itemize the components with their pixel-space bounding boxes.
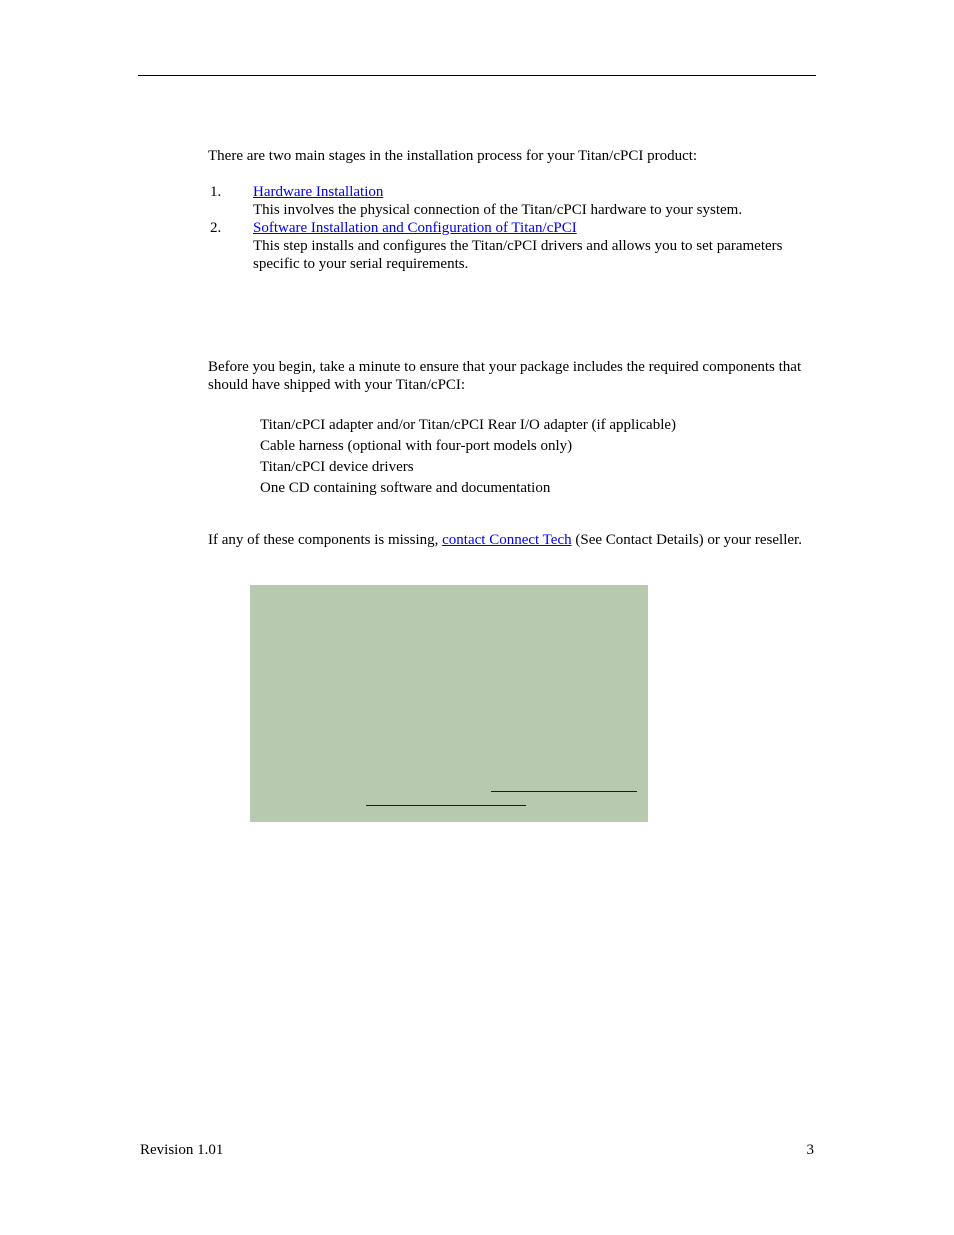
note-link-underline[interactable] [366, 805, 526, 806]
intro-paragraph: There are two main stages in the installation process for your Titan/cPCI product: [208, 148, 698, 164]
software-installation-link[interactable]: Software Installation and Configuration of Titan/cPCI [253, 220, 577, 236]
missing-text-after: (See Contact Details) or your reseller. [571, 532, 802, 548]
step-2-description: This step installs and configures the Titan/cPCI drivers and allows you to set parameters specific to your serial requirements. [253, 238, 783, 272]
footer-revision: Revision 1.01 [140, 1142, 224, 1158]
missing-components-paragraph [208, 531, 808, 549]
component-item: One CD containing software and documentation [260, 480, 551, 496]
header-rule [138, 75, 816, 76]
components-list [260, 415, 676, 499]
contact-connect-tech-link[interactable]: contact Connect Tech [442, 532, 572, 548]
step-1-number: 1. [210, 184, 222, 200]
step-1-description: This involves the physical connection of the Titan/cPCI hardware to your system. [253, 202, 743, 218]
note-link-underline[interactable] [491, 791, 637, 792]
step-2-number: 2. [210, 220, 222, 236]
step-2 [208, 219, 818, 273]
component-item: Titan/cPCI device drivers [260, 459, 414, 475]
hardware-installation-link[interactable]: Hardware Installation [253, 184, 384, 200]
component-item: Cable harness (optional with four-port models only) [260, 438, 573, 454]
step-1 [208, 183, 818, 219]
note-box [250, 585, 648, 822]
footer-page-number: 3 [806, 1142, 814, 1158]
package-contents-paragraph: Before you begin, take a minute to ensure that your package includes the required components that should have shipped with your Titan/cPCI: [208, 359, 802, 393]
installation-steps-list [208, 183, 818, 273]
missing-text-before: If any of these components is missing, [208, 532, 443, 548]
component-item: Titan/cPCI adapter and/or Titan/cPCI Rear I/O adapter (if applicable) [260, 417, 677, 433]
